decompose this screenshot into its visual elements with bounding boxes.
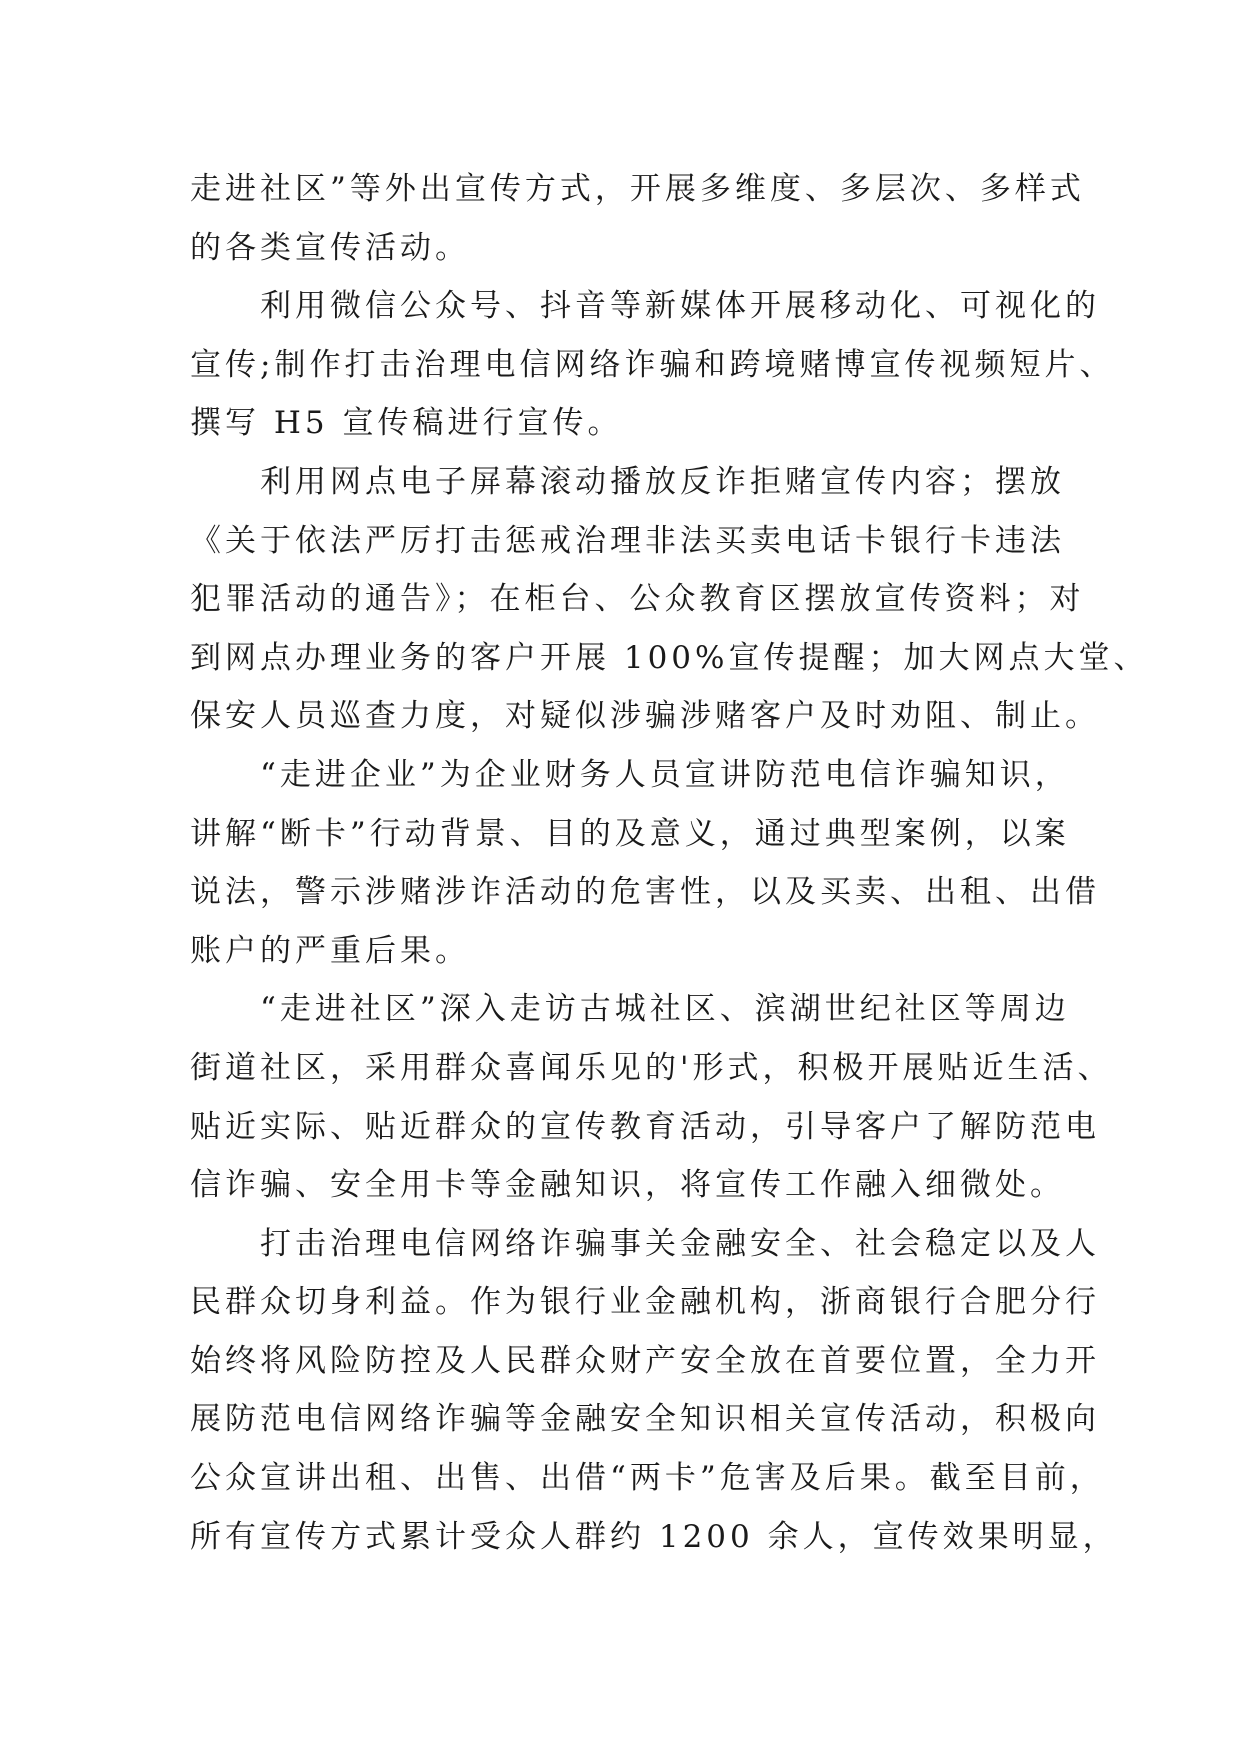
text-line: 民群众切身利益。作为银行业金融机构，浙商银行合肥分行 [190,1284,1100,1321]
text-line: 《关于依法严厉打击惩戒治理非法买卖电话卡银行卡违法 [190,522,1065,559]
paragraph-start-line: 打击治理电信网络诈骗事关金融安全、社会稳定以及人 [260,1225,1100,1262]
body-text [190,160,1149,1566]
text-line: 撰写 H5 宣传稿进行宣传。 [190,405,623,442]
text-line: 的各类宣传活动。 [190,229,470,266]
paragraph-start-line: “走进社区”深入走访古城社区、滨湖世纪社区等周边 [260,991,1070,1028]
text-line: 讲解“断卡”行动背景、目的及意义，通过典型案例，以案 [190,815,1070,852]
text-line: 所有宣传方式累计受众人群约 1200 余人，宣传效果明显， [190,1518,1118,1555]
text-line: 账户的严重后果。 [190,932,470,969]
text-line: 犯罪活动的通告》；在柜台、公众教育区摆放宣传资料；对 [190,581,1085,618]
text-line: 说法，警示涉赌涉诈活动的危害性，以及买卖、出租、出借 [190,874,1100,911]
text-line: 展防范电信网络诈骗等金融安全知识相关宣传活动，积极向 [190,1401,1100,1438]
text-line: 到网点办理业务的客户开展 100%宣传提醒；加大网点大堂、 [190,639,1149,676]
text-line: 信诈骗、安全用卡等金融知识，将宣传工作融入细微处。 [190,1167,1065,1204]
text-line: 街道社区，采用群众喜闻乐见的'形式，积极开展贴近生活、 [190,1049,1113,1086]
paragraph-start-line: 利用网点电子屏幕滚动播放反诈拒赌宣传内容；摆放 [260,463,1065,500]
text-line: 始终将风险防控及人民群众财产安全放在首要位置，全力开 [190,1342,1100,1379]
text-line: 宣传;制作打击治理电信网络诈骗和跨境赌博宣传视频短片、 [190,346,1115,383]
paragraph-start-line: “走进企业”为企业财务人员宣讲防范电信诈骗知识， [260,756,1070,793]
text-line: 公众宣讲出租、出售、出借“两卡”危害及后果。截至目前， [190,1460,1105,1497]
paragraph-start-line: 利用微信公众号、抖音等新媒体开展移动化、可视化的 [260,288,1100,325]
text-line: 贴近实际、贴近群众的宣传教育活动，引导客户了解防范电 [190,1108,1100,1145]
text-line: 走进社区”等外出宣传方式，开展多维度、多层次、多样式 [190,171,1085,207]
text-line: 保安人员巡查力度，对疑似涉骗涉赌客户及时劝阻、制止。 [190,698,1100,735]
